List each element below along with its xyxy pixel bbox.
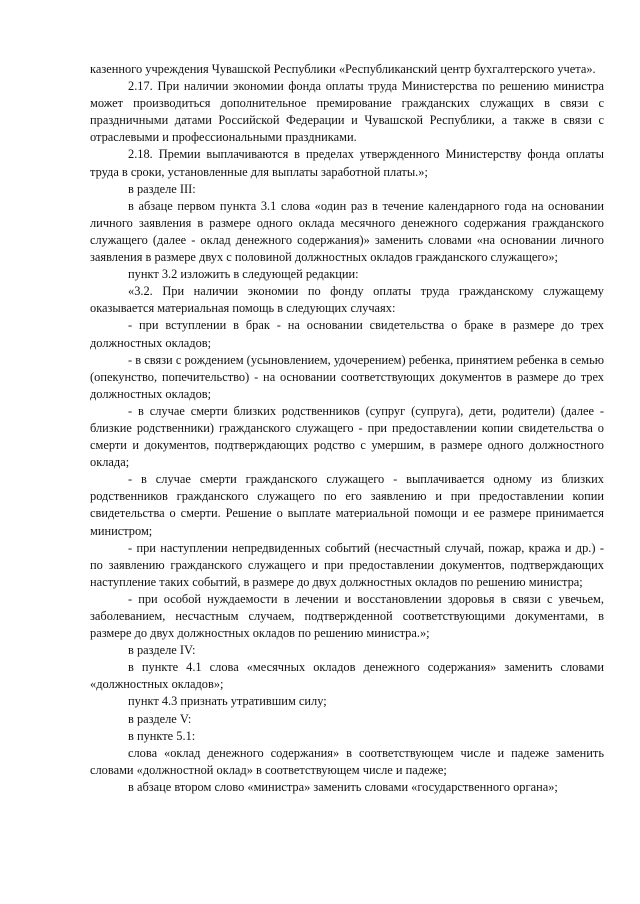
paragraph: в разделе V: — [128, 711, 192, 726]
paragraph: в абзаце втором слово «министра» заменить словами «государственного органа»; — [128, 779, 558, 794]
paragraph: 2.18. Премии выплачиваются в пределах утвержденного Министерству фонда оплаты труда в сроки, установленные для выплаты заработной платы.»; — [90, 147, 604, 179]
paragraph: в пункте 5.1: — [128, 728, 196, 743]
paragraph: пункт 4.3 признать утратившим силу; — [128, 694, 327, 709]
paragraph: пункт 3.2 изложить в следующей редакции: — [128, 267, 359, 282]
document-page — [90, 61, 604, 796]
paragraph: в разделе IV: — [128, 643, 196, 658]
paragraph: слова «оклад денежного содержания» в соответствующем числе и падеже заменить словами «должностной оклад» в соответствующем числе и падеже; — [90, 745, 604, 777]
paragraph: в абзаце первом пункта 3.1 слова «один раз в течение календарного года на основании личного заявления в размере одного оклада месячного денежного содержания гражданского служащего (далее - оклад денежного содержания)» заменить словами «на основании личного заявления в размере двух с половиной должностных окладов гражданского служащего»; — [90, 198, 604, 265]
paragraph: - при вступлении в брак - на основании свидетельства о браке в размере до трех должностных окладов; — [90, 318, 604, 350]
paragraph: - при наступлении непредвиденных событий (несчастный случай, пожар, кража и др.) - по заявлению гражданского служащего и при предоставлении документов, подтверждающих наступление таких событий, в размере до двух должностных окладов по решению министра; — [90, 540, 604, 589]
paragraph: в разделе III: — [128, 181, 196, 196]
paragraph: - при особой нуждаемости в лечении и восстановлении здоровья в связи с увечьем, заболеванием, несчастным случаем, подтвержденной соответствующими документами, в размере до двух должностных окладов по решению министра.»; — [90, 591, 604, 641]
paragraph: «3.2. При наличии экономии по фонду оплаты труда гражданскому служащему оказывается материальная помощь в следующих случаях: — [90, 284, 604, 316]
paragraph: казенного учреждения Чувашской Республики «Республиканский центр бухгалтерского учета». — [90, 62, 596, 76]
paragraph: в пункте 4.1 слова «месячных окладов денежного содержания» заменить словами «должностных окладов»; — [90, 660, 604, 692]
paragraph: - в связи с рождением (усыновлением, удочерением) ребенка, принятием ребенка в семью (опекунство, попечительство) - на основании соответствующих документов в размере до трех должностных окладов; — [90, 352, 604, 401]
paragraph: - в случае смерти близких родственников (супруг (супруга), дети, родители) (далее - близкие родственники) гражданского служащего - при предоставлении копии свидетельства о смерти и документов, подтверждающих родство с умершим, в размере одного должностного оклада; — [90, 403, 604, 470]
paragraph: - в случае смерти гражданского служащего - выплачивается одному из близких родственников гражданского служащего по его заявлению и при предоставлении копии свидетельства о смерти. Решение о выплате материальной помощи и ее размере принимается министром; — [90, 472, 604, 538]
paragraph: 2.17. При наличии экономии фонда оплаты труда Министерства по решению министра может производиться дополнительное премирование гражданских служащих в связи с праздничными датами Российской Федерации и Чувашской Республики, а также в связи с отраслевыми и профессиональными праздниками. — [90, 79, 604, 145]
